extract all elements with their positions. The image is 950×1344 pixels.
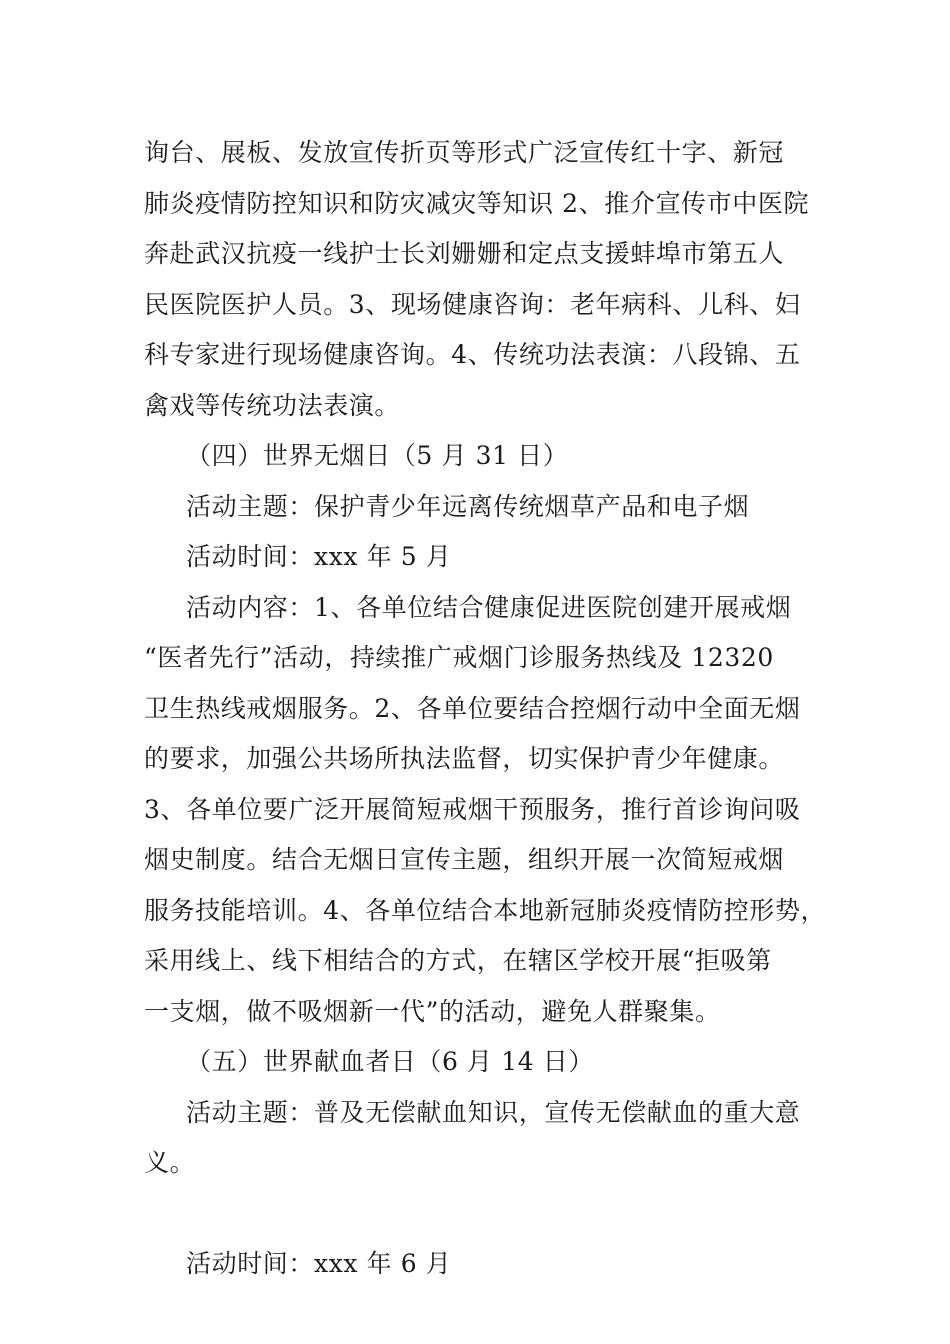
text-line: 活动主题：普及无偿献血知识，宣传无偿献血的重大意 bbox=[186, 1097, 801, 1127]
text-line: 采用线上、线下相结合的方式，在辖区学校开展“拒吸第 bbox=[144, 946, 772, 975]
text-line: 活动内容：1、各单位结合健康促进医院创建开展戒烟 bbox=[186, 592, 792, 622]
document-body bbox=[144, 128, 827, 1290]
blank-line bbox=[144, 1189, 824, 1240]
text-line: 3、各单位要广泛开展简短戒烟干预服务，推行首诊询问吸 bbox=[144, 794, 801, 824]
text-line: “医者先行”活动，持续推广戒烟门诊服务热线及 12320 bbox=[144, 643, 774, 672]
text-line: 义。 bbox=[144, 1148, 196, 1177]
text-line: 卫生热线戒烟服务。2、各单位要结合控烟行动中全面无烟 bbox=[144, 693, 801, 723]
text-line: 奔赴武汉抗疫一线护士长刘姗姗和定点支援蚌埠市第五人 bbox=[144, 239, 785, 268]
text-line: 活动主题：保护青少年远离传统烟草产品和电子烟 bbox=[186, 491, 750, 521]
text-line: 活动时间：xxx 年 6 月 bbox=[186, 1249, 452, 1278]
text-line: 禽戏等传统功法表演。 bbox=[144, 390, 401, 420]
text-line: 询台、展板、发放宣传折页等形式广泛宣传红十字、新冠 bbox=[144, 138, 785, 167]
text-line: 服务技能培训。4、各单位结合本地新冠肺炎疫情防控形势， bbox=[144, 895, 827, 925]
text-line: 科专家进行现场健康咨询。4、传统功法表演：八段锦、五 bbox=[144, 340, 801, 369]
text-line: 活动时间：xxx 年 5 月 bbox=[186, 542, 452, 571]
text-line: 烟史制度。结合无烟日宣传主题，组织开展一次简短戒烟 bbox=[144, 845, 785, 874]
text-line: 的要求，加强公共场所执法监督，切实保护青少年健康。 bbox=[144, 744, 785, 773]
text-line: 一支烟，做不吸烟新一代”的活动，避免人群聚集。 bbox=[144, 996, 721, 1026]
text-line: 民医院医护人员。3、现场健康咨询：老年病科、儿科、妇 bbox=[144, 289, 801, 319]
section-heading-world-no-tobacco-day: （四）世界无烟日（5 月 31 日） bbox=[186, 441, 569, 470]
section-heading-world-blood-donor-day: （五）世界献血者日（6 月 14 日） bbox=[186, 1047, 594, 1076]
text-line: 肺炎疫情防控知识和防灾减灾等知识 2、推介宣传市中医院 bbox=[144, 188, 810, 218]
